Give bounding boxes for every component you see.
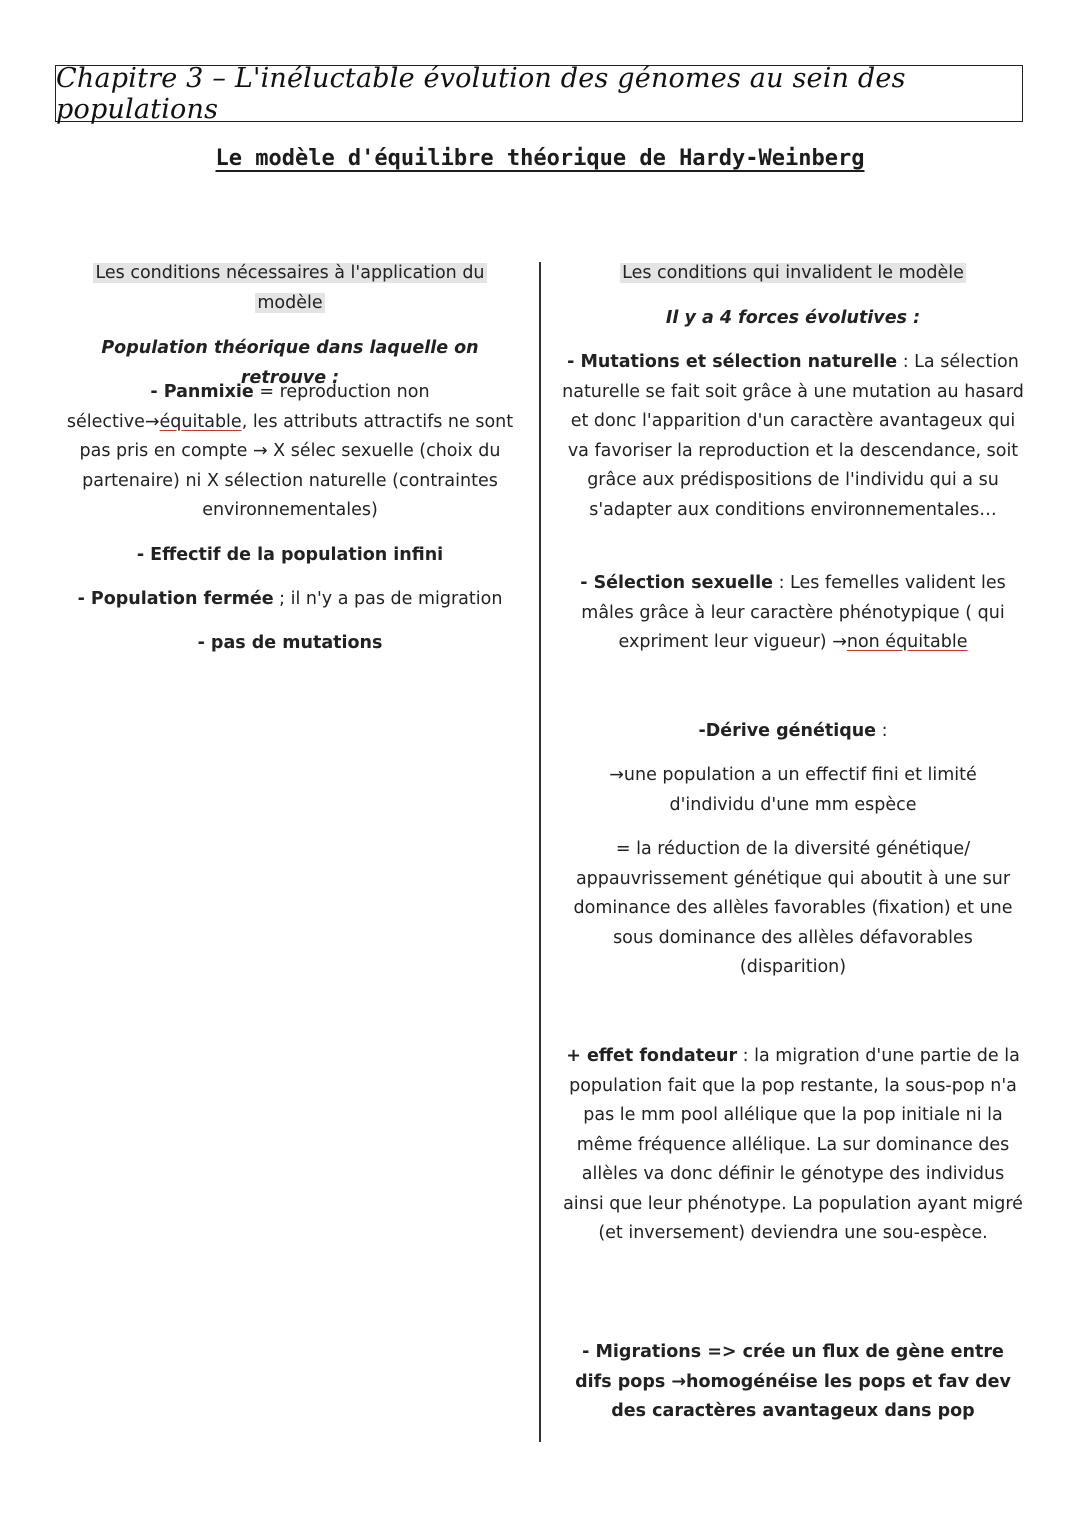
derive-text2-paragraph [562, 835, 1024, 983]
derive-label: -Dérive génétique [698, 721, 877, 741]
mutations-text: - pas de mutations [197, 633, 383, 653]
migrations-paragraph [562, 1338, 1024, 1427]
panmixie-paragraph [66, 378, 514, 526]
forces-line [562, 304, 1024, 334]
left-intro-text: Population théorique dans laquelle on retrouve : [101, 338, 479, 388]
left-heading-line2: modèle [257, 292, 323, 313]
fondateur-text: : la migration d'une partie de la population fait que la pop restante, la sous-pop n'a pas le mm pool allélique que la pop initiale ni la même fréquence allélique. La sur dominance des allèles va donc définir le génotype des individus ainsi que leur phénotype. La population ayant migré (et inversement) deviendra une sou-espèce. [563, 1046, 1023, 1243]
left-heading [62, 259, 518, 318]
mutations-selection-paragraph [562, 348, 1024, 525]
effet-fondateur-paragraph [562, 1042, 1024, 1249]
derive-colon: : [876, 721, 888, 741]
right-heading [562, 259, 1024, 289]
selsex-label: - Sélection sexuelle [580, 573, 773, 593]
forces-text: Il y a 4 forces évolutives : [665, 308, 921, 328]
derive-text1-paragraph [580, 761, 1006, 820]
mutsel-text: : La sélection naturelle se fait soit grâce à une mutation au hasard et donc l'apparition d'un caractère avantageux qui va favoriser la reproduction et la descendance, soit grâce aux prédispositions de l'individu qui a su s'adapter aux conditions environnementales… [562, 352, 1024, 520]
migrations-text: - Migrations => crée un flux de gène entre difs pops →homogénéise les pops et fav dev des caractères avantageux dans pop [575, 1342, 1011, 1421]
equitable-text: équitable [159, 411, 242, 432]
arrow-icon: → [832, 632, 847, 652]
selection-sexuelle-paragraph [562, 569, 1024, 658]
derive-text2: = la réduction de la diversité génétique/ appauvrissement génétique qui aboutit à une sur dominance des allèles favorables (fixation) et une sous dominance des allèles défavorables (disparition) [573, 839, 1013, 977]
fermee-label: - Population fermée [77, 589, 274, 609]
mutations-line [62, 629, 518, 659]
panmixie-text1: = reproduction non sélective [66, 382, 430, 432]
column-divider [539, 262, 541, 1442]
panmixie-label: - Panmixie [150, 382, 254, 402]
mutsel-label: - Mutations et sélection naturelle [567, 352, 898, 372]
right-heading-text: Les conditions qui invalident le modèle [622, 263, 964, 283]
non-equitable-text: non équitable [846, 632, 968, 652]
chapter-title: Chapitre 3 – L'inéluctable évolution des génomes au sein des populations [56, 62, 906, 125]
derive-text1: →une population a un effectif fini et limité d'individu d'une mm espèce [609, 765, 977, 815]
left-heading-line1: Les conditions nécessaires à l'application du [95, 263, 485, 283]
arrow-icon: → [144, 411, 160, 432]
effectif-text: - Effectif de la population infini [136, 545, 444, 565]
fermee-text: ; il n'y a pas de migration [273, 589, 503, 609]
fermee-line [62, 585, 518, 615]
effectif-line [62, 541, 518, 571]
selsex-text: : Les femelles valident les mâles grâce à leur caractère phénotypique ( qui expriment leur vigueur) [581, 573, 1006, 652]
panmixie-text2: , les attributs attractifs ne sont pas pris en compte → X sélec sexuelle (choix du partenaire) ni X sélection naturelle (contraintes environnementales) [79, 411, 514, 520]
subtitle [0, 146, 1080, 171]
subtitle-text: Le modèle d'équilibre théorique de Hardy-Weinberg [215, 146, 865, 171]
chapter-title-box [55, 62, 1023, 125]
fondateur-label: + effet fondateur [566, 1046, 738, 1066]
derive-heading [562, 717, 1024, 747]
